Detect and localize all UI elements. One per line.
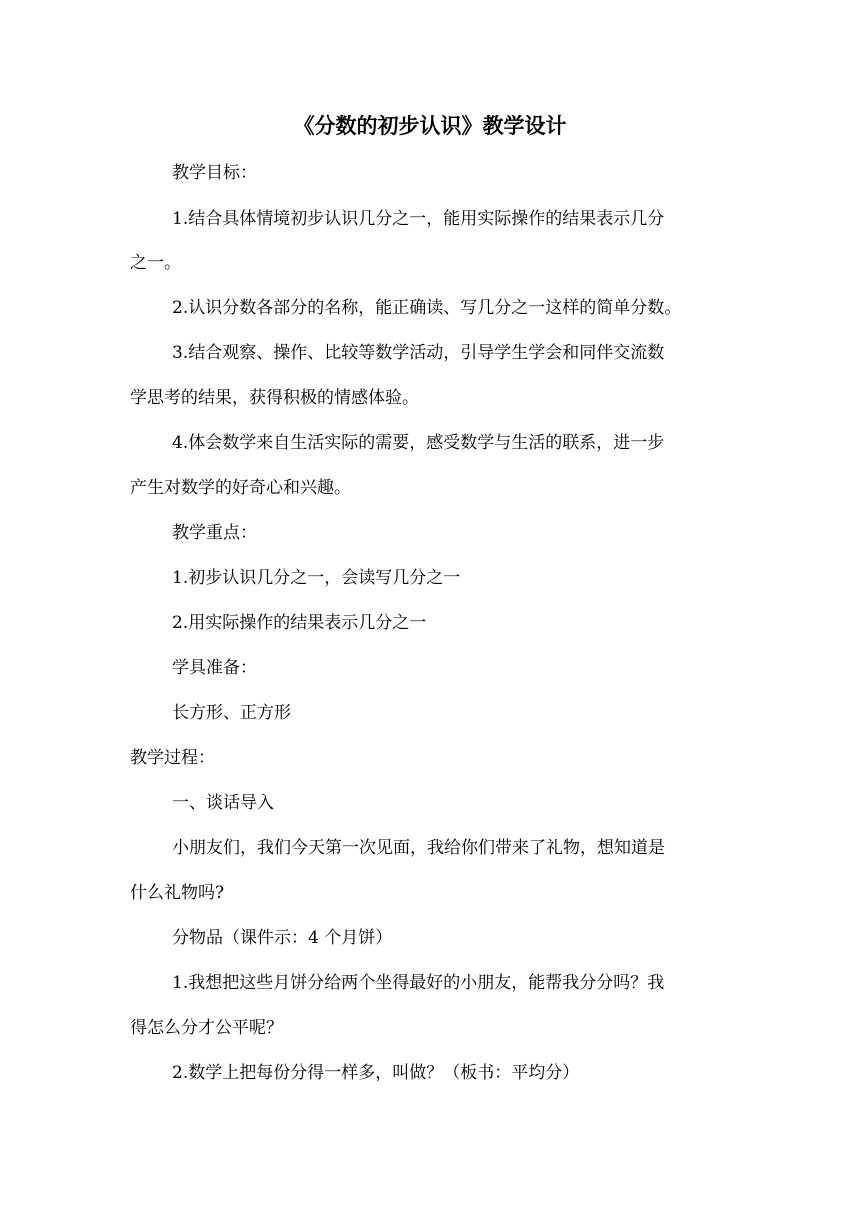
document-title: 《分数的初步认识》教学设计 [293,114,567,138]
section-heading-materials: 学具准备： [172,658,257,678]
objective-3-line-2: 学思考的结果，获得积极的情感体验。 [130,388,419,408]
key-point-2: 2.用实际操作的结果表示几分之一 [172,613,427,633]
objective-2: 2.认识分数各部分的名称，能正确读、写几分之一这样的简单分数。 [172,298,682,318]
process-paragraph-4: 2.数学上把每份分得一样多，叫做？（板书：平均分） [172,1063,580,1083]
process-paragraph-1-line-1: 小朋友们，我们今天第一次见面，我给你们带来了礼物，想知道是 [172,838,665,858]
process-step-heading: 一、谈话导入 [172,793,274,813]
objective-1-line-1: 1.结合具体情境初步认识几分之一，能用实际操作的结果表示几分 [172,209,665,229]
section-heading-objectives: 教学目标： [172,163,257,183]
section-heading-key-points: 教学重点： [172,523,257,543]
objective-1-line-2: 之一。 [130,253,181,273]
objective-4-line-2: 产生对数学的好奇心和兴趣。 [130,478,351,498]
process-paragraph-1-line-2: 什么礼物吗? [130,883,225,903]
key-point-1: 1.初步认识几分之一，会读写几分之一 [172,568,461,588]
process-paragraph-2: 分物品（课件示：4 个月饼） [172,928,393,948]
materials-list: 长方形、正方形 [172,703,291,723]
process-paragraph-3-line-2: 得怎么分才公平呢？ [130,1018,283,1038]
process-paragraph-3-line-1: 1.我想把这些月饼分给两个坐得最好的小朋友，能帮我分分吗？我 [172,973,665,993]
objective-3-line-1: 3.结合观察、操作、比较等数学活动，引导学生学会和同伴交流数 [172,343,665,363]
objective-4-line-1: 4.体会数学来自生活实际的需要，感受数学与生活的联系，进一步 [172,433,665,453]
section-heading-process: 教学过程： [130,748,215,768]
